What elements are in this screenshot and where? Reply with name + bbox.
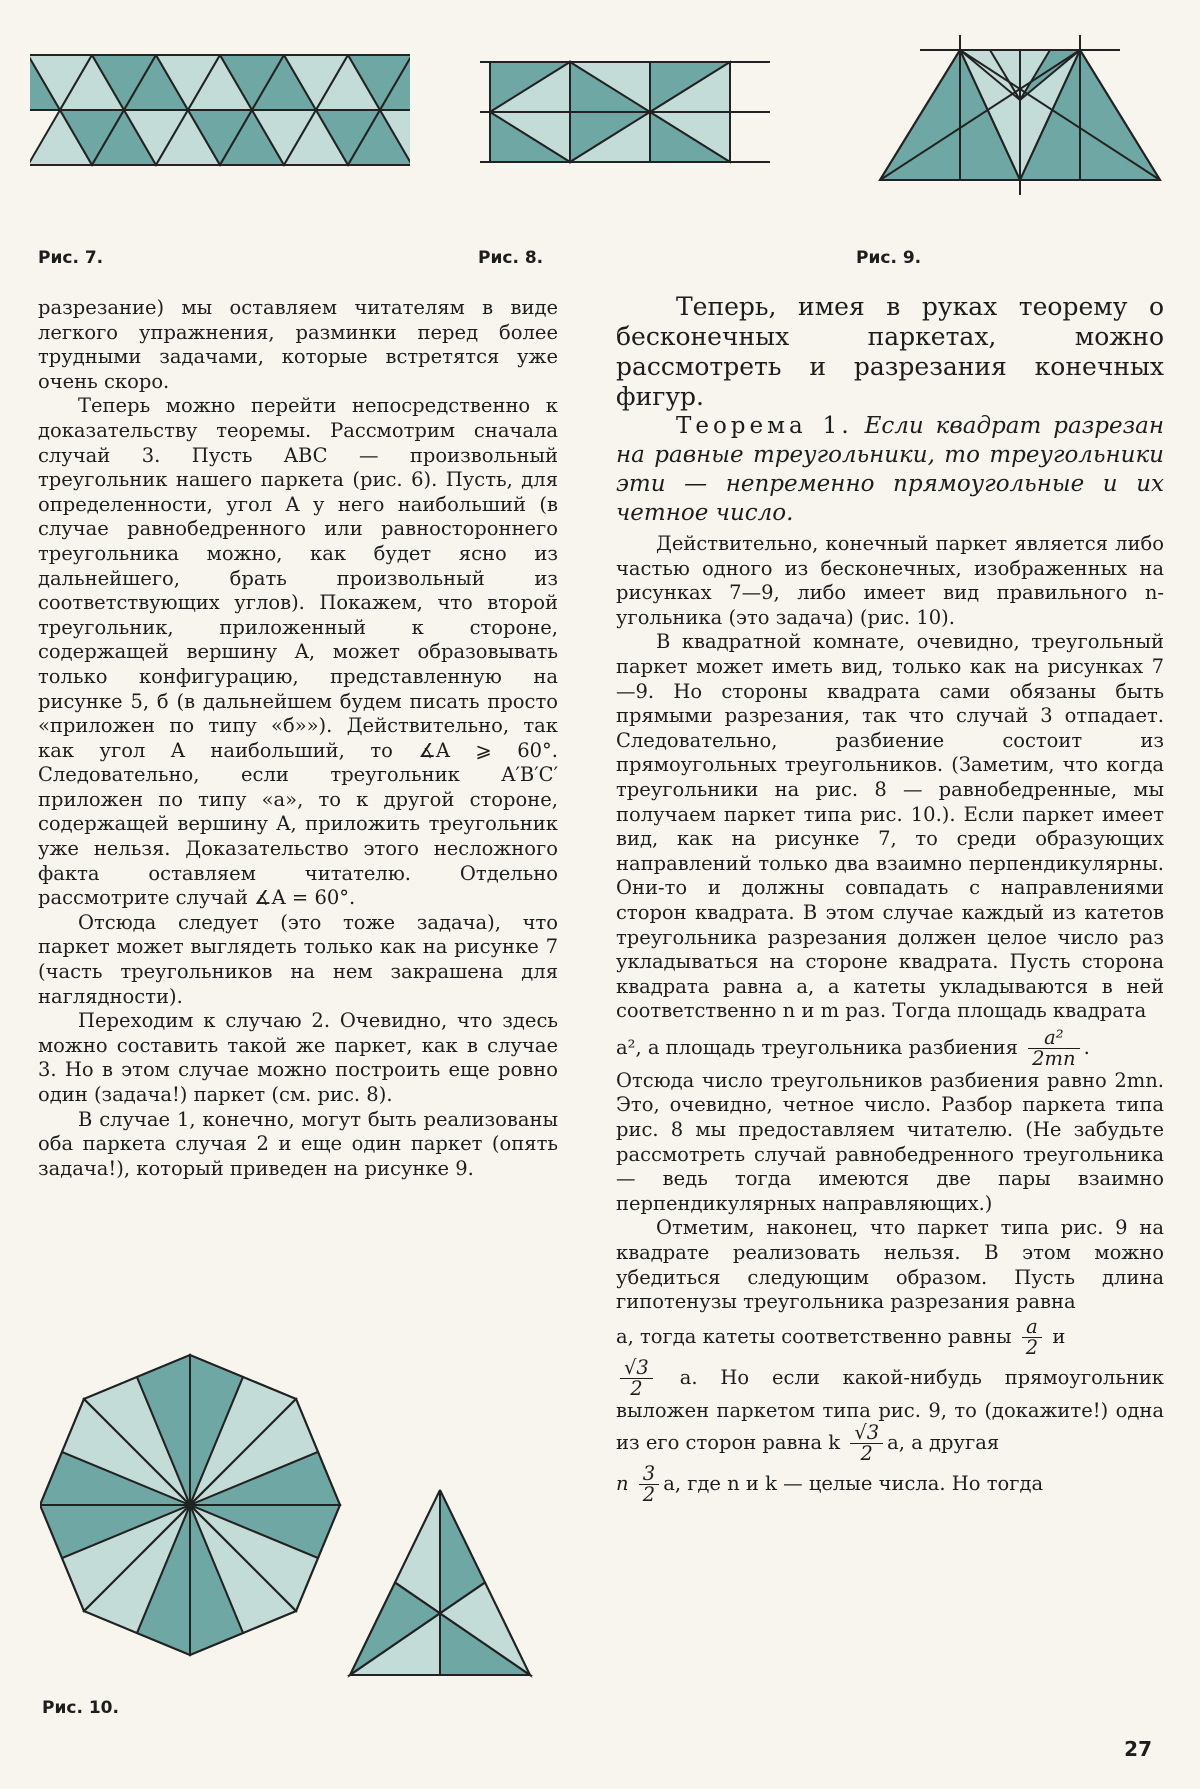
paragraph: Отметим, наконец, что паркет типа рис. 9 на квадрате реализовать нельзя. В этом можно убедиться следующим образом. Пусть длина гипотенузы треугольника разрезания равна <box>616 1216 1164 1314</box>
text-span: n <box>616 1472 629 1496</box>
text-span: a, тогда катеты соответственно равны <box>616 1324 1012 1348</box>
figure-7 <box>30 40 410 190</box>
figure-7-caption: Рис. 7. <box>38 248 104 268</box>
paragraph: Переходим к случаю 2. Очевидно, что здесь можно составить такой же паркет, как в случае 3. Но в этом случае можно построить еще ровно один (задача!) паркет (см. рис. 8). <box>38 1009 558 1106</box>
paragraph: В случае 1, конечно, могут быть реализованы оба паркета случая 2 и еще один паркет (опять задача!), который приведен на рисунке 9. <box>38 1107 558 1180</box>
figure-10 <box>40 1320 560 1750</box>
theorem-text: Если квадрат разрезан на равные треугольники, то треугольники эти — непременно прямоугольные и их четное число. <box>616 413 1164 526</box>
formula-line <box>616 1355 1164 1466</box>
text-span: a, где n и k — целые числа. Но тогда <box>663 1472 1044 1496</box>
figure-8-caption: Рис. 8. <box>478 248 544 268</box>
figure-10-caption: Рис. 10. <box>42 1698 119 1718</box>
paragraph: Отсюда следует (это тоже задача), что паркет может выглядеть только как на рисунке 7 (часть треугольников на нем закрашена для наглядности). <box>38 910 558 1008</box>
text-span: a. Но если какой-нибудь прямоугольник выложен паркетом типа рис. 9, то (докажите!) одна из его сторон равна k <box>616 1365 1164 1455</box>
right-column <box>616 292 1164 1505</box>
fraction-a2-2mn: $\frac{\text{a²}}{2mn}$ <box>1028 1028 1079 1069</box>
left-column <box>38 296 558 1181</box>
formula-line <box>616 1464 1164 1505</box>
figure-9-caption: Рис. 9. <box>856 248 922 268</box>
theorem-label: Теорема 1. <box>676 413 853 439</box>
mask <box>30 40 410 54</box>
page-number: 27 <box>1124 1737 1152 1761</box>
text-span: a, а другая <box>887 1431 1000 1455</box>
figure-9 <box>860 30 1180 230</box>
theorem-1 <box>616 412 1164 528</box>
paragraph: Теперь можно перейти непосредственно к доказательству теоремы. Рассмотрим сначала случай 3. Пусть ABC — произвольный треугольник нашего паркета (рис. 6). Пусть, для определенности, угол A у него наибольший (в случае равнобедренного или равностороннего треугольника можно, как будет ясно из дальнейшего, брать произвольный из соответствующих углов). Покажем, что второй треугольник, приложенный к стороне, содержащей вершину A, может образовывать только конфигурацию, представленную на рисунке 5, б (в дальнейшем будем писать просто «приложен по типу «б»»). Действительно, так как угол A наибольший, то ∡A ⩾ 60°. Следовательно, если треугольник A′B′C′ приложен по типу «а», то к другой стороне, содержащей вершину A, приложить треугольник уже нельзя. Доказательство этого несложного факта оставляем читателю. Отдельно рассмотрите случай ∡A = 60°. <box>38 394 558 910</box>
paragraph: Отсюда число треугольников разбиения равно 2mn. Это, очевидно, четное число. Разбор паркета типа рис. 8 мы предоставляем читателю. (Не забудьте рассмотреть случай равнобедренного треугольника — ведь тогда имеются две пары взаимно перпендикулярных направляющих.) <box>616 1068 1164 1215</box>
paragraph: В квадратной комнате, очевидно, треугольный паркет может иметь вид, только как на рисунках 7—9. Но стороны квадрата сами обязаны быть прямыми разрезания, так что случай 3 отпадает. Следовательно, разбиение состоит из прямоугольных треугольников. (Заметим, что когда треугольники на рис. 8 — равнобедренные, мы получаем паркет типа рис. 10.). Если паркет имеет вид, как на рисунке 7, то среди образующих направлений только два взаимно перпендикулярны. Они-то и должны совпадать с направлениями сторон квадрата. В этом случае каждый из катетов треугольника разрезания должен целое число раз укладываться на стороне квадрата. Пусть сторона квадрата равна a, а катеты укладываются в ней соответственно n и m раз. Тогда площадь квадрата <box>616 630 1164 1023</box>
lead-paragraph: Теперь, имея в руках теорему о бесконечных паркетах, можно рассмотреть и разрезания конечных фигур. <box>616 292 1164 411</box>
formula-line: a², а площадь треугольника разбиения $\frac{\text{a²}}{2mn}$ . <box>616 1025 1090 1070</box>
fraction-3-2: $\frac{3}{2}$ <box>639 1464 659 1505</box>
text-span: a², а площадь треугольника разбиения <box>616 1035 1018 1059</box>
paragraph: разрезание) мы оставляем читателям в виде легкого упражнения, разминки перед более трудными задачами, которые встретятся уже очень скоро. <box>38 296 558 393</box>
fraction-sqrt3-2: $\frac{√3}{2}$ <box>620 1358 653 1399</box>
formula-line <box>616 1314 1164 1359</box>
fraction-a-2: $\frac{a}{2}$ <box>1022 1317 1042 1358</box>
paragraph: Действительно, конечный паркет является либо частью одного из бесконечных, изображенных на рисунках 7—9, либо имеет вид правильного n-угольника (это задача) (рис. 10). <box>616 532 1164 629</box>
fraction-sqrt3-2: $\frac{√3}{2}$ <box>850 1423 883 1464</box>
figure-8 <box>480 50 780 180</box>
text-span: и <box>1052 1324 1066 1348</box>
